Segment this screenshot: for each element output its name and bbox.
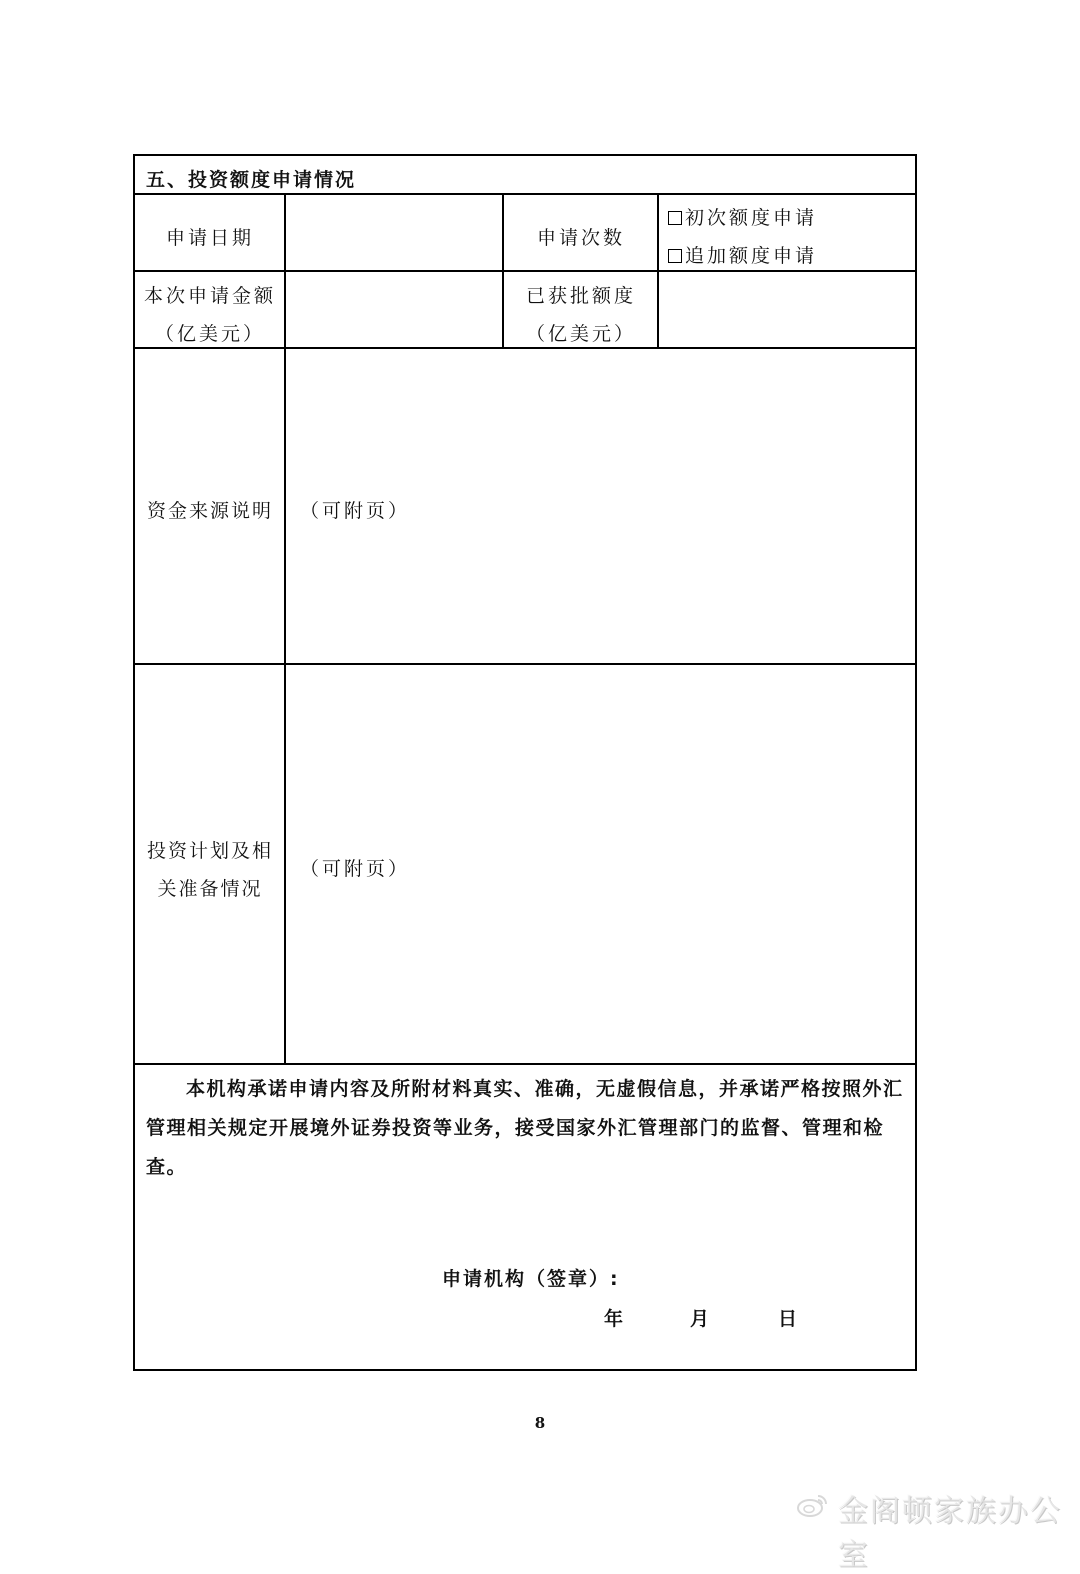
date-day: 日 (778, 1308, 801, 1330)
application-count-label: 申请次数 (536, 227, 625, 249)
checkbox-additional-quota[interactable] (668, 249, 682, 263)
watermark: 金阁顿家族办公室 (838, 1494, 1062, 1573)
approved-amount-field[interactable] (660, 273, 915, 346)
fund-source-field[interactable] (287, 350, 915, 662)
pledge-statement (146, 1070, 910, 1187)
fund-source-label: 资金来源说明 (146, 500, 273, 522)
initial-quota-label: 初次额度申请 (685, 207, 818, 229)
date-month: 月 (690, 1308, 713, 1330)
approved-amount-unit: （亿美元） (525, 323, 636, 345)
checkbox-initial-quota[interactable] (668, 211, 682, 225)
row-divider (133, 663, 917, 665)
investment-plan-label-line1: 投资计划及相 (146, 840, 273, 862)
row-divider (133, 270, 917, 272)
date-year: 年 (604, 1308, 627, 1330)
fund-source-hint: （可附页） (300, 500, 411, 522)
additional-quota-label: 追加额度申请 (685, 245, 818, 267)
pledge-text: 本机构承诺申请内容及所附材料真实、准确，无虚假信息，并承诺严格按照外汇管理相关规定开展境外证券投资等业务，接受国家外汇管理部门的监督、管理和检查。 (146, 1078, 904, 1178)
investment-plan-field[interactable] (287, 666, 915, 1062)
initial-quota-option[interactable] (668, 209, 817, 228)
requested-amount-label: 本次申请金额 (143, 285, 276, 307)
additional-quota-option[interactable] (668, 247, 817, 266)
requested-amount-field[interactable] (287, 273, 501, 346)
application-date-label: 申请日期 (165, 227, 254, 249)
row-divider (133, 193, 917, 195)
col-divider (284, 193, 286, 1064)
application-date-field[interactable] (287, 196, 501, 269)
page-number: 8 (534, 1414, 546, 1432)
section-title: 五、投资额度申请情况 (146, 169, 357, 191)
investment-plan-label-line2: 关准备情况 (157, 878, 263, 900)
row-divider (133, 347, 917, 349)
approved-amount-label: 已获批额度 (525, 285, 636, 307)
signature-label: 申请机构（签章）: (442, 1268, 620, 1290)
weibo-logo-icon (796, 1490, 830, 1518)
row-divider (133, 1063, 917, 1065)
requested-amount-unit: （亿美元） (154, 323, 265, 345)
investment-plan-hint: （可附页） (300, 858, 411, 880)
